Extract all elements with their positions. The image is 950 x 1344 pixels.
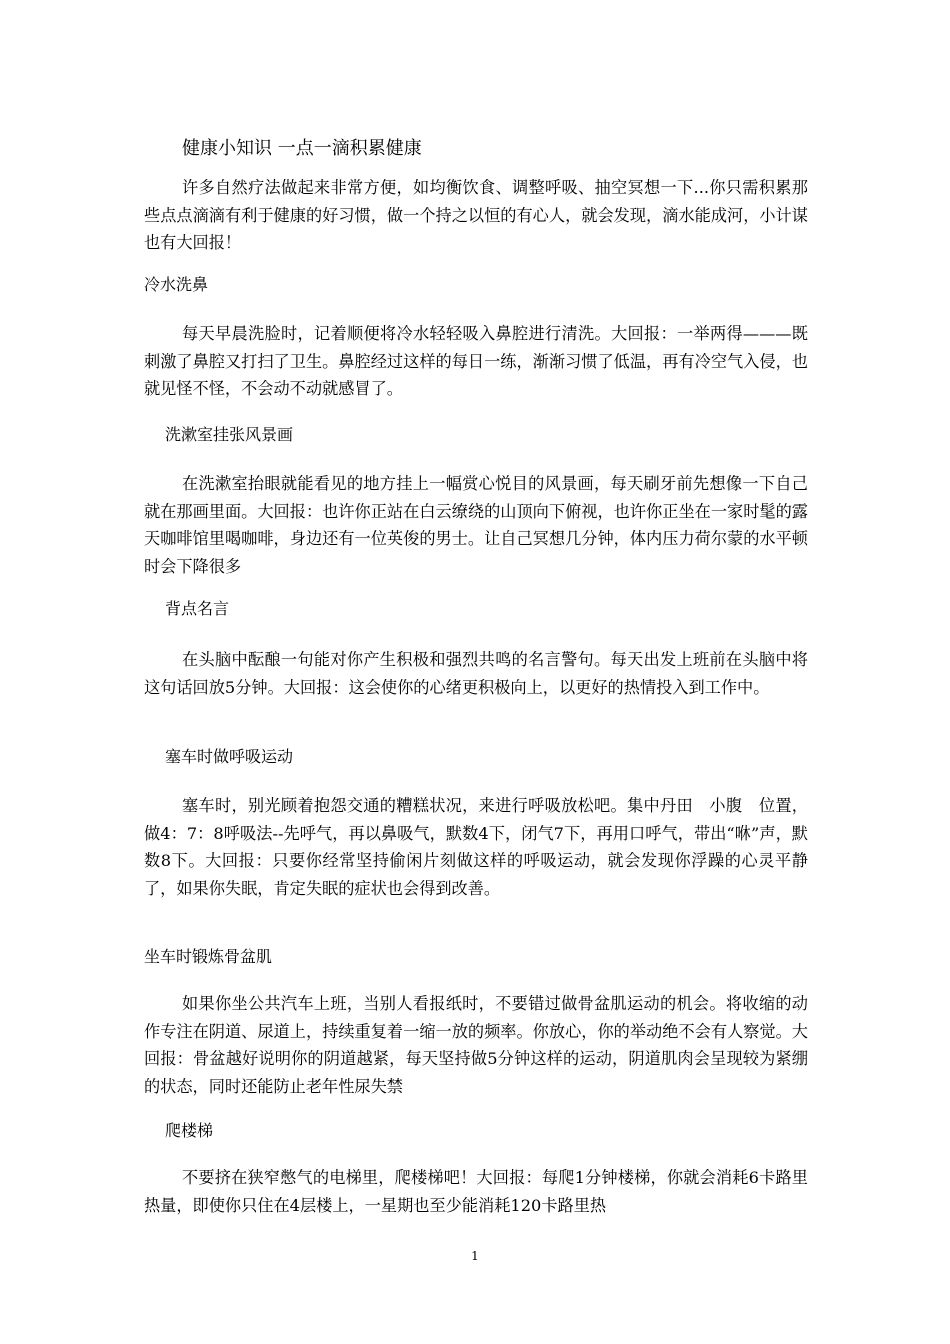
section-body-landscape-painting: 在洗漱室抬眼就能看见的地方挂上一幅赏心悦目的风景画，每天刷牙前先想像一下自己就在那画里面。大回报：也许你正站在白云缭绕的山顶向下俯视，也许你正坐在一家时髦的露天咖啡馆里喝咖啡，身边还有一位英俊的男士。让自己冥想几分钟，体内压力荷尔蒙的水平顿时会下降很多 [144, 474, 808, 576]
section-body-cold-water-nose: 每天早晨洗脸时，记着顺便将冷水轻轻吸入鼻腔进行清洗。大回报：一举两得———既刺激了鼻腔又打扫了卫生。鼻腔经过这样的每日一练，渐渐习惯了低温，再有冷空气入侵，也就见怪不怪，不会动不动就感冒了。 [144, 324, 808, 398]
intro-paragraph: 许多自然疗法做起来非常方便，如均衡饮食、调整呼吸、抽空冥想一下...你只需积累那些点点滴滴有利于健康的好习惯，做一个持之以恒的有心人，就会发现，滴水能成河，小计谋也有大回报！ [144, 178, 808, 252]
section-heading-climb-stairs: 爬楼梯 [165, 1121, 214, 1140]
section-body-pelvic-exercise: 如果你坐公共汽车上班，当别人看报纸时，不要错过做骨盆肌运动的机会。将收缩的动作专注在阴道、尿道上，持续重复着一缩一放的频率。你放心，你的举动绝不会有人察觉。大回报：骨盆越好说明你的阴道越紧，每天坚持做5分钟这样的运动，阴道肌肉会呈现较为紧绷的状态，同时还能防止老年性尿失禁 [144, 994, 808, 1096]
section-heading-breathing-exercise: 塞车时做呼吸运动 [165, 747, 294, 766]
section-heading-landscape-painting: 洗漱室挂张风景画 [165, 425, 294, 444]
section-body-climb-stairs: 不要挤在狭窄憋气的电梯里，爬楼梯吧！大回报：每爬1分钟楼梯，你就会消耗6卡路里热量，即使你只住在4层楼上，一星期也至少能消耗120卡路里热 [144, 1168, 808, 1215]
section-body-famous-quotes: 在头脑中酝酿一句能对你产生积极和强烈共鸣的名言警句。每天出发上班前在头脑中将这句话回放5分钟。大回报：这会使你的心绪更积极向上，以更好的热情投入到工作中。 [144, 650, 808, 697]
section-heading-famous-quotes: 背点名言 [165, 599, 230, 618]
section-heading-pelvic-exercise: 坐车时锻炼骨盆肌 [144, 947, 273, 966]
page-number: 1 [471, 1249, 479, 1263]
section-body-breathing-exercise: 塞车时，别光顾着抱怨交通的糟糕状况，来进行呼吸放松吧。集中丹田 小腹 位置，做4：7：8呼吸法--先呼气，再以鼻吸气，默数4下，闭气7下，再用口呼气，带出“咻”声，默数8下。大回报：只要你经常坚持偷闲片刻做这样的呼吸运动，就会发现你浮躁的心灵平静了，如果你失眠，肯定失眠的症状也会得到改善。 [144, 796, 808, 898]
document-title: 健康小知识 一点一滴积累健康 [182, 138, 422, 159]
section-heading-cold-water-nose: 冷水洗鼻 [144, 275, 209, 294]
